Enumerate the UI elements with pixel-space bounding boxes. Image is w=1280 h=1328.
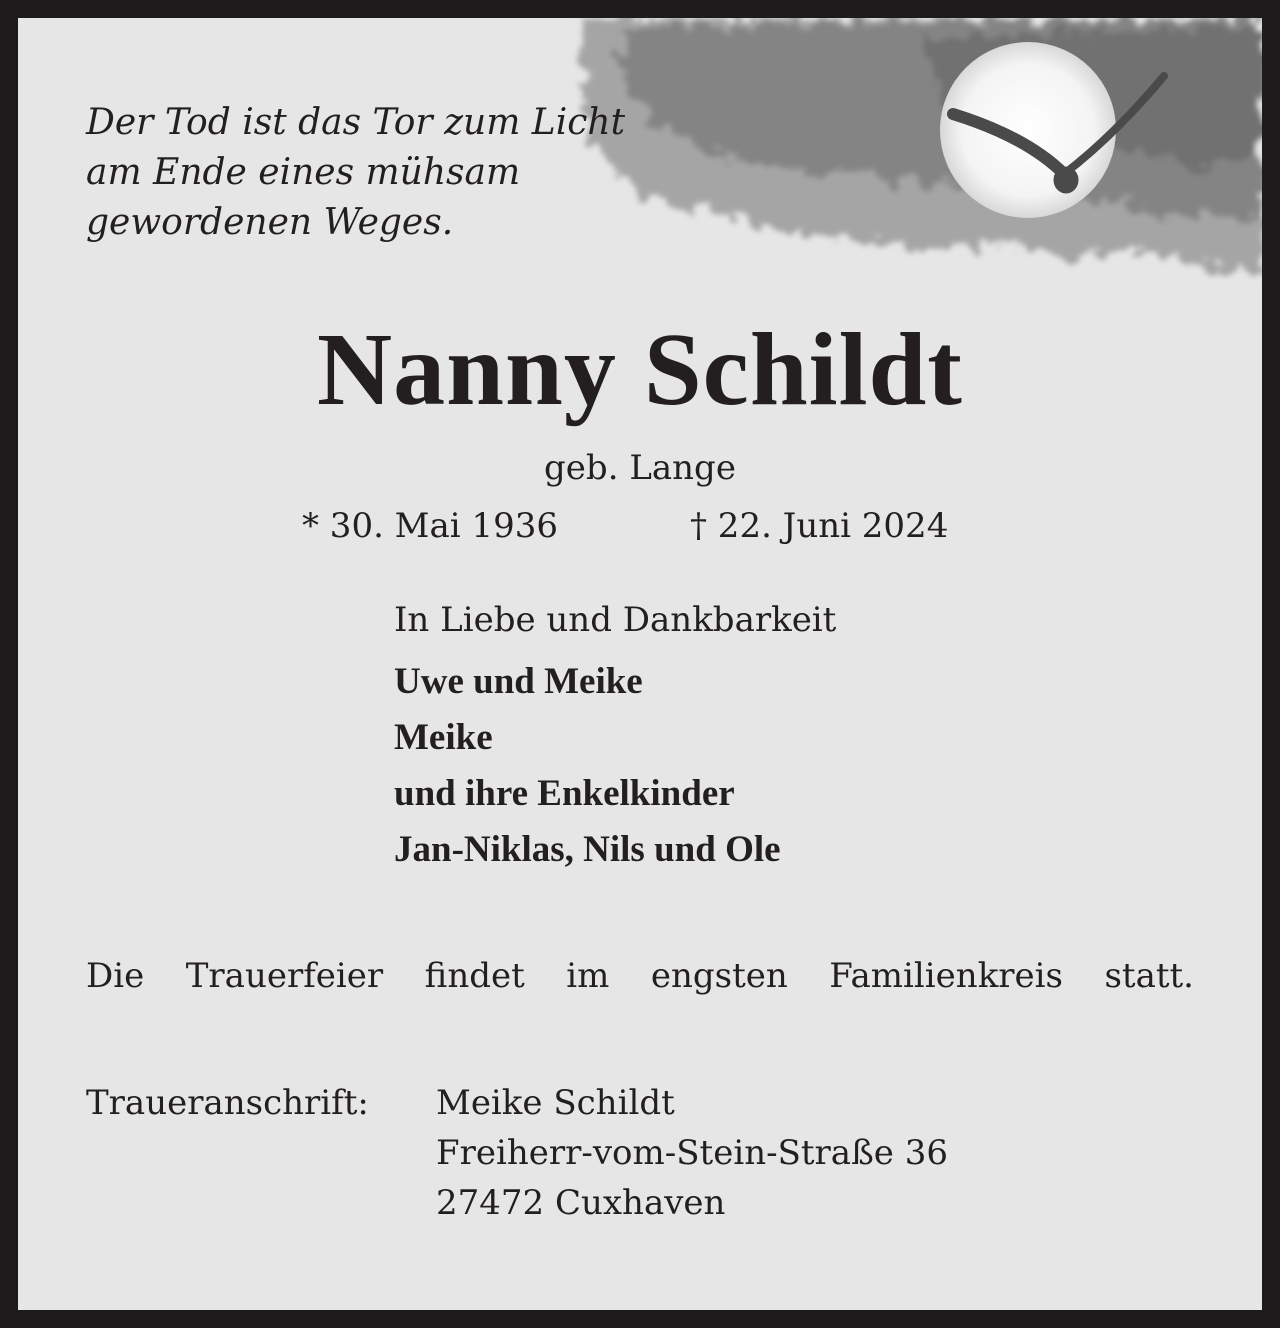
clouds — [578, 18, 1262, 278]
mourner-name: Meike — [394, 717, 493, 758]
address-line: Freiherr-vom-Stein-Straße 36 — [436, 1133, 948, 1173]
motto-line: Der Tod ist das Tor zum Licht — [86, 102, 626, 143]
mourner-name: und ihre Enkelkinder — [394, 773, 735, 814]
obituary-notice — [18, 18, 1262, 1310]
motto-line: am Ende eines mühsam — [86, 152, 521, 193]
sun — [940, 42, 1116, 218]
mourner-name: Uwe und Meike — [394, 661, 643, 702]
maiden-name: geb. Lange — [544, 448, 736, 488]
mourners-intro: In Liebe und Dankbarkeit — [394, 600, 837, 640]
motto-line: gewordenen Weges. — [86, 202, 454, 243]
deceased-name: Nanny Schildt — [317, 312, 963, 427]
birth-date: * 30. Mai 1936 — [302, 506, 558, 546]
mourning-address — [436, 1078, 948, 1228]
ceremony-note: Die Trauerfeier findet im engsten Familienkreis statt. — [86, 956, 1194, 996]
death-date: † 22. Juni 2024 — [690, 506, 949, 546]
mourner-name: Jan-Niklas, Nils und Ole — [394, 829, 781, 870]
address-label: Traueranschrift: — [86, 1083, 369, 1123]
mourners-block — [394, 598, 836, 878]
motto-quote — [86, 98, 625, 248]
address-line: 27472 Cuxhaven — [436, 1183, 726, 1223]
address-line: Meike Schildt — [436, 1083, 675, 1123]
